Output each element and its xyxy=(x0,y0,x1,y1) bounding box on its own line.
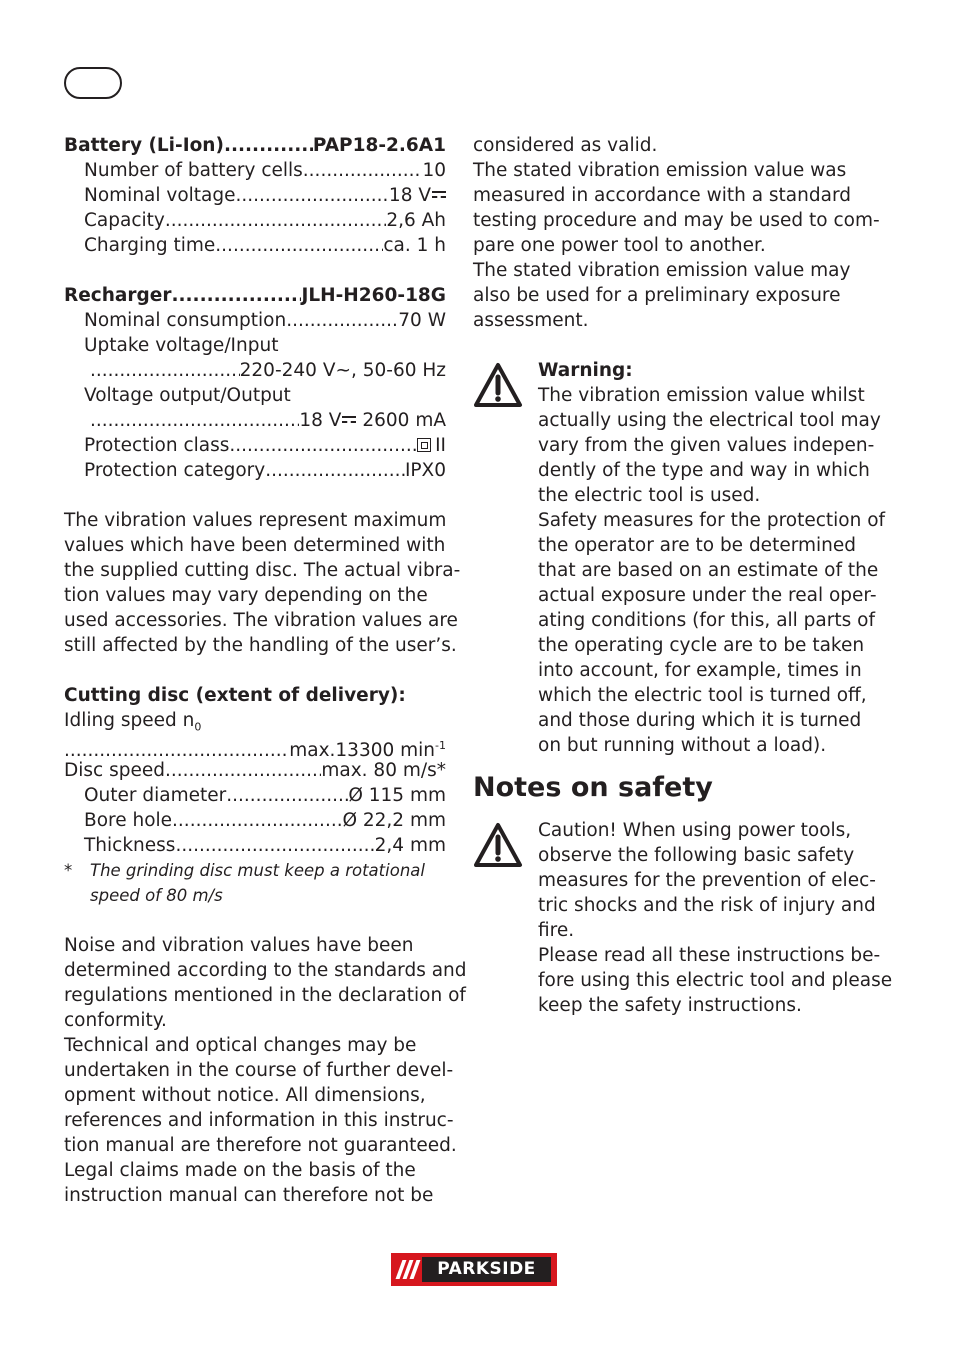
spec-label: Voltage output/Output xyxy=(84,385,291,406)
spec-label: Uptake voltage/Input xyxy=(84,335,279,356)
noise-paragraph: Noise and vibration values have been determined according to the standards and regulations mentioned in the declaration of conformity. Technical and optical changes may be undertaken in the course of further devel- opment without notice. All dimensions, references and information in this instruc- tion manual are therefore not guaranteed. Legal claims made on the basis of the instruction manual can therefore not be xyxy=(64,935,467,1206)
caution-block: Caution! When using power tools, observe the following basic safety measures for the prevention of elec- tric shocks and the risk of injury and fire. Please read all these instructions be- fore using this electric tool and please keep the safety instructions. xyxy=(473,818,863,1018)
warning-title: Warning: xyxy=(538,360,633,381)
cutting-disc-header: Cutting disc (extent of delivery): xyxy=(64,685,406,706)
spec-row: Nominal voltage ..... 18 V xyxy=(64,183,446,208)
spec-row: Nominal consumption ..... 70 W xyxy=(64,308,446,333)
vibration-emission-paragraph: considered as valid. The stated vibration emission value was measured in accordance with a standard testing procedure and may be used to com- pare one power tool to another. The stated vibration emission value may also be used for a preliminary exposure assessment. xyxy=(473,135,880,331)
dc-symbol-icon xyxy=(432,191,446,201)
warning-block: Warning: The vibration emission value whilst actually using the electrical tool may vary from the given values indepen- dently of the type and way in which the electric tool is used. Safety measures for the protection of the operator are to be determined that are based on an estimate of the actual exposure under the real oper- ating conditions (for this, all parts of the operating cycle are to be taken into account, for example, times in which the electric tool is turned off, and those during which it is turned on but running without a load). xyxy=(473,358,863,758)
spec-row: Protection class ..... II xyxy=(64,433,446,458)
right-column xyxy=(473,133,893,1018)
spec-row: Outer diameter ..... Ø 115 mm xyxy=(64,783,446,808)
footnote: * The grinding disc must keep a rotational speed of 80 m/s xyxy=(64,861,425,905)
left-column xyxy=(64,133,467,1208)
parkside-logo: PARKSIDE xyxy=(391,1253,557,1286)
warning-triangle-icon xyxy=(473,362,523,408)
spec-row: Thickness ..... 2,4 mm xyxy=(64,833,446,858)
protection-class-ii-icon xyxy=(417,438,431,452)
recharger-header: Recharger ..... JLH-H260-18G xyxy=(64,283,446,308)
spec-row: Number of battery cells ..... 10 xyxy=(64,158,446,183)
spec-row: ..... max.13300 $\min^{-1}$ xyxy=(64,733,446,758)
spec-row: Bore hole ..... Ø 22,2 mm xyxy=(64,808,446,833)
section-heading: Notes on safety xyxy=(473,772,713,803)
spec-row: Protection category ..... IPX0 xyxy=(64,458,446,483)
dc-symbol-icon xyxy=(342,416,356,426)
logo-stripes-icon xyxy=(399,1260,417,1279)
warning-triangle-icon xyxy=(473,822,523,868)
spec-row: Capacity ..... 2,6 Ah xyxy=(64,208,446,233)
vibration-paragraph: The vibration values represent maximum values which have been determined with the supplied cutting disc. The actual vibra- tion values may vary depending on the used accessories. The vibration values are still affected by the handling of the user’s. xyxy=(64,510,461,656)
battery-header: Battery (Li-Ion) ..... PAP18-2.6A1 xyxy=(64,133,446,158)
spec-row: Disc speed ..... max. 80 m/s* xyxy=(64,758,446,783)
spec-row: ..... 220-240 V~, 50-60 Hz xyxy=(64,358,446,383)
spec-row: ..... 18 V 2600 mA xyxy=(64,408,446,433)
spec-row: Charging time ..... ca. 1 h xyxy=(64,233,446,258)
spec-label: Idling speed $n_0$ xyxy=(64,710,202,734)
language-badge xyxy=(64,67,122,99)
